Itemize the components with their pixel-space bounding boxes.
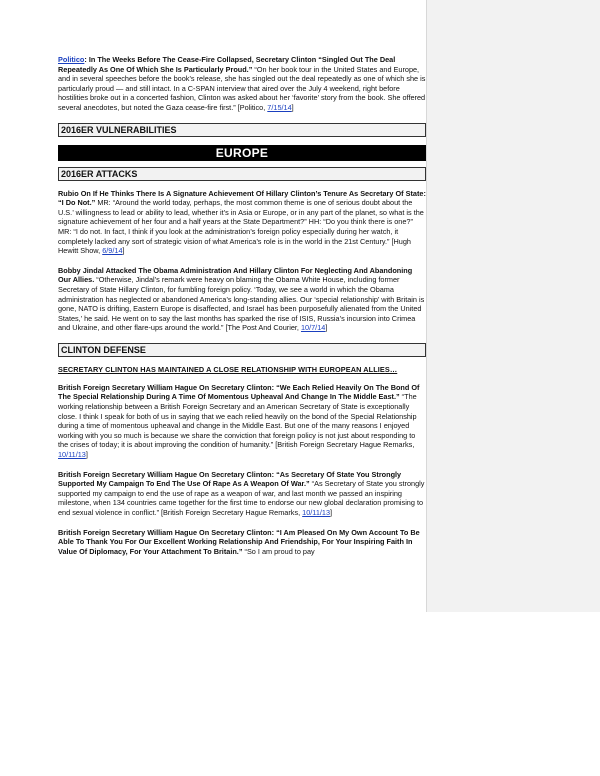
defense-heading: CLINTON DEFENSE xyxy=(58,343,426,357)
defense-subheading: SECRETARY CLINTON HAS MAINTAINED A CLOSE RELATIONSHIP WITH EUROPEAN ALLIES… xyxy=(58,364,398,374)
hague3-headline: British Foreign Secretary William Hague On Secretary Clinton: “I Am Pleased On My Own Account To Be Able To Thank You For Our Excellent Working Relationship And Friendship, For Your Inspiring Faith In Value Of Diplomacy, For Your Attachment To Britain.” xyxy=(58,527,420,556)
hague1-body: “The working relationship between a British Foreign Secretary and an American Secretary of State is exceptionally close. I think I speak for both of us in saying that we each relied heavily on the bond of the Special Relationship during a time of momentous upheaval and change in the Middle East. But one of the many reasons I enjoyed working with you so much is because we share the conviction that foreign policy is not just about responding to the crises of today; it is about improving the condition of humanity.” [British Foreign Secretary Hague Remarks, xyxy=(58,392,417,450)
rubio-close: ] xyxy=(122,246,125,256)
region-heading: EUROPE xyxy=(58,145,426,161)
hague2-headline: British Foreign Secretary William Hague On Secretary Clinton: “As Secretary Of State You Strongly Supported My Campaign To End The Use Of Rape As A Weapon Of War.” xyxy=(58,469,402,489)
attacks-heading: 2016ER ATTACKS xyxy=(58,167,426,181)
politico-body: “On her book tour in the United States and Europe, and in several speeches before the book’s release, she has singled out the deal repeatedly as one of which she is particularly proud — and still intact. In a C-SPAN interview that aired over the July 4 weekend, right before hostilities broke out in a concerted fashion, Clinton was asked about her ‘favorite’ story from the book. She offered several anecdotes, but noted the Gaza cease-fire first.” [Politico, xyxy=(58,64,426,112)
hague-paragraph-3 xyxy=(58,528,426,557)
rubio-headline: Rubio On If He Thinks There Is A Signature Achievement Of Hillary Clinton’s Tenure As Secretary Of State: “I Do Not.” xyxy=(58,188,426,208)
politico-close: ] xyxy=(291,102,294,112)
politico-citation-link[interactable]: 7/15/14 xyxy=(267,102,292,112)
jindal-citation-link[interactable]: 10/7/14 xyxy=(300,323,326,333)
hague1-citation-link[interactable]: 10/11/13 xyxy=(58,450,86,460)
hague-paragraph-1 xyxy=(58,383,426,460)
hague2-close: ] xyxy=(330,508,333,517)
jindal-close: ] xyxy=(325,323,328,333)
politico-source-link[interactable]: Politico xyxy=(58,55,85,64)
rubio-body: MR: “Around the world today, perhaps, the most common theme is one of serious doubt about the U.S.’ willingness to lead or ability to lead, whether it’s in Asia or Europe, or in any part of the planet, so what is the signature achievement of her four and a half years at the State Department?” HH: “Do you think there is one?” MR: “I do not. In fact, I think if you look at the administration’s foreign policy especially during her watch, it completely lacked any sort of strategic vision of what America’s role is in the world in the 21st Century.” [Hugh Hewitt Show, xyxy=(58,198,424,256)
hague1-headline: British Foreign Secretary William Hague On Secretary Clinton: “We Each Relied Heavily On The Bond Of The Special Relationship During A Time Of Momentous Upheaval And Change In The Middle East.” xyxy=(58,382,420,402)
politico-headline: : In The Weeks Before The Cease-Fire Collapsed, Secretary Clinton “Singled Out The Deal Repeatedly As One Of Which She Is Particularly Proud.” xyxy=(58,55,396,74)
jindal-paragraph xyxy=(58,266,426,333)
hague3-body: “So I am proud to pay xyxy=(242,546,315,556)
hague2-body: “As Secretary of State you strongly supported my campaign to end the use of rape as a weapon of war, and last month we passed an inspiring milestone, when 134 countries came together for the first time to endorse our new global declaration promising to end sexual violence in conflict.” [British Foreign Secretary Hague Remarks, xyxy=(58,479,425,517)
document-body xyxy=(58,55,426,556)
politico-paragraph xyxy=(58,55,426,113)
hague-paragraph-2 xyxy=(58,470,426,518)
rubio-citation-link[interactable]: 6/9/14 xyxy=(102,246,123,256)
jindal-headline: Bobby Jindal Attacked The Obama Administration And Hillary Clinton For Neglecting And Abandoning Our Allies. xyxy=(58,265,413,285)
hague1-close: ] xyxy=(85,450,88,460)
vulnerabilities-heading: 2016ER VULNERABILITIES xyxy=(58,123,426,137)
comment-pane xyxy=(426,0,600,612)
jindal-body: “Otherwise, Jindal’s remark were heavy on blaming the Obama White House, including former Secretary of State Hillary Clinton, for fumbling foreign policy. ‘Today, we see a world in which the Obama administration has neglected or abandoned America’s long-standing allies. Our ‘special relationship’ with Britain is gone, NATO is drifting, Eastern Europe is disaffected, and Israel has been purposefully alienated from the United States,’ he said. He went on to say the last months has sparked the rise of ISIS, Russia’s incursion into Crimea and Ukraine, and other flare-ups around the world.” [The Post And Courier, xyxy=(58,275,425,333)
rubio-paragraph xyxy=(58,189,426,256)
hague2-citation-link[interactable]: 10/11/13 xyxy=(302,508,331,517)
